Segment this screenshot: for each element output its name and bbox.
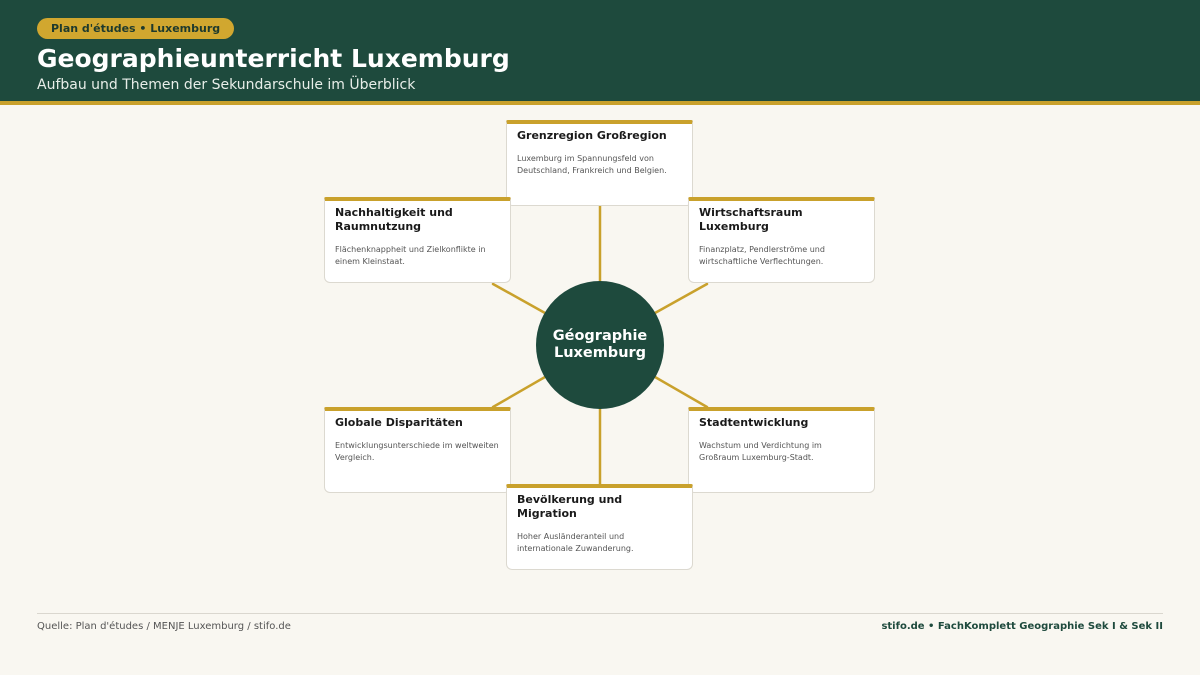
- connector-upper-left: [493, 284, 545, 313]
- source-note: Quelle: Plan d'études / MENJE Luxemburg / stifo.de: [37, 621, 291, 632]
- topic-description: Entwicklungsunterschiede im weltweiten Vergleich.: [335, 441, 499, 462]
- footer-divider: [37, 613, 1163, 614]
- topic-description: Hoher Ausländeranteil und internationale Zuwanderung.: [517, 532, 634, 553]
- topic-title: Wirtschaftsraum Luxemburg: [699, 206, 803, 233]
- connector-lower-right: [655, 377, 707, 407]
- topic-title: Stadtentwicklung: [699, 416, 809, 429]
- hub-label: Géographie Luxemburg: [552, 328, 648, 361]
- connector-upper-right: [655, 284, 707, 313]
- curriculum-badge: Plan d'études • Luxemburg: [37, 18, 234, 39]
- connector-lower-left: [493, 377, 545, 407]
- topic-description: Luxemburg im Spannungsfeld von Deutschland, Frankreich und Belgien.: [517, 154, 667, 175]
- topic-title: Nachhaltigkeit und Raumnutzung: [335, 206, 453, 233]
- page-subtitle: Aufbau und Themen der Sekundarschule im Überblick: [37, 77, 416, 93]
- topic-card-stadtentwicklung: [688, 407, 875, 493]
- page-title: Geographieunterricht Luxemburg: [37, 44, 510, 73]
- topic-description: Flächenknappheit und Zielkonflikte in einem Kleinstaat.: [335, 245, 486, 266]
- topic-card-bevoelkerung: [506, 484, 693, 570]
- topic-description: Finanzplatz, Pendlerströme und wirtschaftliche Verflechtungen.: [699, 245, 825, 266]
- topic-card-disparitaeten: [324, 407, 511, 493]
- topic-title: Bevölkerung und Migration: [517, 493, 623, 520]
- hub-circle: [536, 281, 664, 409]
- topic-card-wirtschaftsraum: [688, 197, 875, 283]
- topic-title: Globale Disparitäten: [335, 416, 463, 429]
- topic-title: Grenzregion Großregion: [517, 129, 667, 142]
- topic-card-nachhaltigkeit: [324, 197, 511, 283]
- topic-card-grenzregion: [506, 120, 693, 206]
- topic-description: Wachstum und Verdichtung im Großraum Luxemburg-Stadt.: [699, 441, 822, 462]
- brand-note: stifo.de • FachKomplett Geographie Sek I & Sek II: [881, 621, 1163, 632]
